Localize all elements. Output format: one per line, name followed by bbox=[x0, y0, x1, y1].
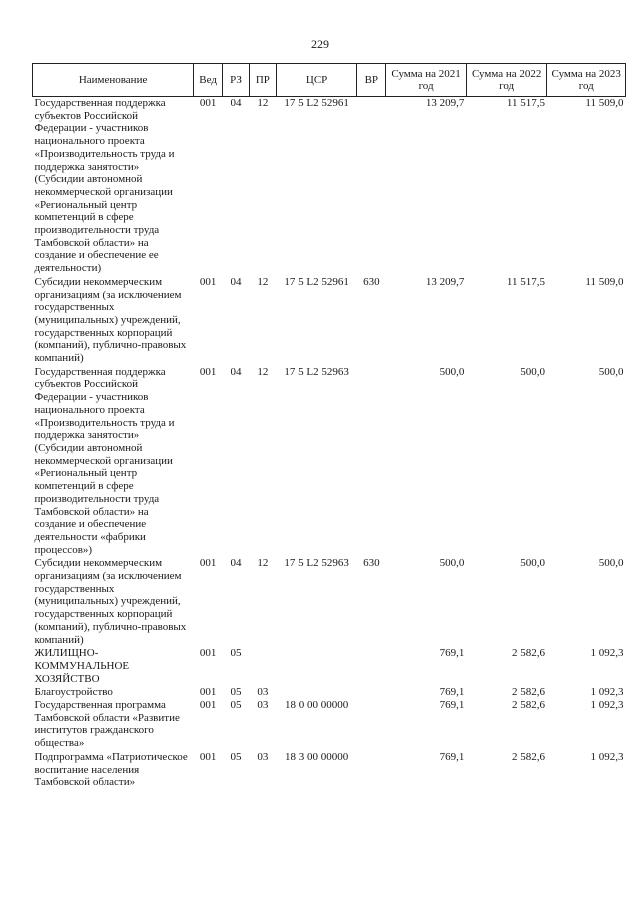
row-pr: 03 bbox=[257, 750, 269, 763]
row-sum-2022: 2 582,6 bbox=[511, 647, 545, 660]
row-rz: 05 bbox=[230, 699, 242, 712]
row-pr: 03 bbox=[257, 699, 269, 712]
header-ved: Вед bbox=[194, 64, 223, 97]
row-csr bbox=[276, 685, 357, 699]
row-sum-2023: 1 092,3 bbox=[590, 750, 624, 763]
row-csr: 17 5 L2 52961 bbox=[284, 97, 349, 109]
row-ved: 001 bbox=[199, 699, 217, 712]
row-rz: 04 bbox=[230, 557, 242, 570]
row-ved: 001 bbox=[199, 686, 217, 699]
row-rz: 05 bbox=[230, 750, 242, 763]
row-rz: 05 bbox=[230, 647, 242, 660]
row-sum-2022: 11 517,5 bbox=[506, 275, 545, 288]
row-sum-2023: 1 092,3 bbox=[590, 647, 624, 660]
header-sum-2023: Сумма на 2023 год bbox=[547, 64, 626, 97]
row-pr bbox=[249, 646, 276, 685]
row-pr: 03 bbox=[257, 686, 269, 699]
row-sum-2022: 11 517,5 bbox=[506, 97, 545, 109]
row-sum-2023: 500,0 bbox=[598, 557, 624, 570]
row-sum-2021: 769,1 bbox=[439, 686, 465, 699]
row-vr bbox=[357, 97, 386, 275]
table-header-row bbox=[33, 64, 626, 97]
row-vr bbox=[357, 750, 386, 789]
row-vr bbox=[357, 699, 386, 750]
table-row bbox=[33, 97, 626, 275]
row-sum-2023: 1 092,3 bbox=[590, 699, 624, 712]
table-row bbox=[33, 750, 626, 789]
row-csr: 18 0 00 00000 bbox=[284, 699, 349, 712]
row-csr: 17 5 L2 52963 bbox=[284, 557, 349, 570]
header-rz: РЗ bbox=[223, 64, 250, 97]
row-sum-2021: 769,1 bbox=[439, 647, 465, 660]
row-rz: 05 bbox=[230, 686, 242, 699]
row-pr: 12 bbox=[257, 97, 269, 109]
header-sum-2022: Сумма на 2022 год bbox=[466, 64, 547, 97]
table-row bbox=[33, 699, 626, 750]
table-row bbox=[33, 556, 626, 646]
row-ved: 001 bbox=[199, 750, 217, 763]
row-csr: 18 3 00 00000 bbox=[284, 750, 349, 763]
row-sum-2021: 500,0 bbox=[439, 557, 465, 570]
row-name: Подпрограмма «Патриотическое воспитание населения Тамбовской области» bbox=[34, 750, 188, 789]
row-name: Субсидии некоммерческим организациям (за исключением государственных (муниципальных) учреждений, государственных корпораций (компаний), публично-правовых компаний) bbox=[34, 557, 187, 646]
header-name: Наименование bbox=[33, 64, 194, 97]
row-pr: 12 bbox=[257, 557, 269, 570]
row-ved: 001 bbox=[199, 365, 217, 378]
header-sum-2021: Сумма на 2021 год bbox=[386, 64, 467, 97]
row-vr: 630 bbox=[363, 275, 380, 288]
row-pr: 12 bbox=[257, 365, 269, 378]
row-name: Государственная поддержка субъектов Российской Федерации - участников национального проекта «Производительность труда и поддержка занятости» (Субсидии автономной некоммерческой организации «Региональный центр компетенций в сфере производительности труда Тамбовской области» на создание и обеспечение деятельности «фабрики процессов») bbox=[34, 365, 175, 556]
row-rz: 04 bbox=[230, 97, 242, 109]
row-rz: 04 bbox=[230, 365, 242, 378]
row-sum-2021: 13 209,7 bbox=[425, 275, 465, 288]
row-name: Благоустройство bbox=[34, 686, 113, 699]
row-ved: 001 bbox=[199, 557, 217, 570]
row-sum-2023: 11 509,0 bbox=[585, 97, 624, 109]
row-sum-2022: 500,0 bbox=[520, 365, 545, 378]
row-ved: 001 bbox=[199, 275, 217, 288]
row-name: Государственная программа Тамбовской области «Развитие институтов гражданского общества» bbox=[34, 699, 180, 750]
row-ved: 001 bbox=[199, 97, 217, 109]
page-number: 229 bbox=[311, 37, 329, 51]
row-vr bbox=[357, 646, 386, 685]
row-name: Государственная поддержка субъектов Российской Федерации - участников национального проекта «Производительность труда и поддержка занятости» (Субсидии автономной некоммерческой организации «Региональный центр компетенций в сфере производительности труда Тамбовской области» на создание и обеспечение ее деятельности) bbox=[34, 97, 175, 275]
row-csr: 17 5 L2 52961 bbox=[284, 275, 349, 288]
header-pr: ПР bbox=[249, 64, 276, 97]
row-pr: 12 bbox=[257, 275, 269, 288]
row-sum-2023: 1 092,3 bbox=[590, 686, 624, 699]
row-ved: 001 bbox=[199, 647, 217, 660]
row-sum-2022: 2 582,6 bbox=[511, 750, 545, 763]
table-row bbox=[33, 685, 626, 699]
row-name: Субсидии некоммерческим организациям (за исключением государственных (муниципальных) учреждений, государственных корпораций (компаний), публично-правовых компаний) bbox=[34, 275, 187, 365]
budget-table bbox=[32, 63, 626, 789]
row-vr bbox=[357, 685, 386, 699]
row-rz: 04 bbox=[230, 275, 242, 288]
row-csr bbox=[276, 646, 357, 685]
row-sum-2022: 500,0 bbox=[520, 557, 545, 570]
row-sum-2022: 2 582,6 bbox=[511, 686, 545, 699]
row-sum-2021: 769,1 bbox=[439, 699, 465, 712]
row-csr: 17 5 L2 52963 bbox=[284, 365, 349, 378]
header-csr: ЦСР bbox=[276, 64, 357, 97]
table-row bbox=[33, 365, 626, 557]
header-vr: ВР bbox=[357, 64, 386, 97]
row-sum-2021: 500,0 bbox=[439, 365, 465, 378]
table-row bbox=[33, 275, 626, 365]
row-sum-2021: 769,1 bbox=[439, 750, 465, 763]
row-vr bbox=[357, 365, 386, 557]
row-sum-2021: 13 209,7 bbox=[425, 97, 465, 109]
row-vr: 630 bbox=[363, 557, 380, 570]
row-sum-2023: 11 509,0 bbox=[585, 275, 624, 288]
row-sum-2022: 2 582,6 bbox=[511, 699, 545, 712]
row-name: ЖИЛИЩНО-КОММУНАЛЬНОЕ ХОЗЯЙСТВО bbox=[34, 647, 130, 685]
table-row bbox=[33, 646, 626, 685]
row-sum-2023: 500,0 bbox=[598, 365, 624, 378]
